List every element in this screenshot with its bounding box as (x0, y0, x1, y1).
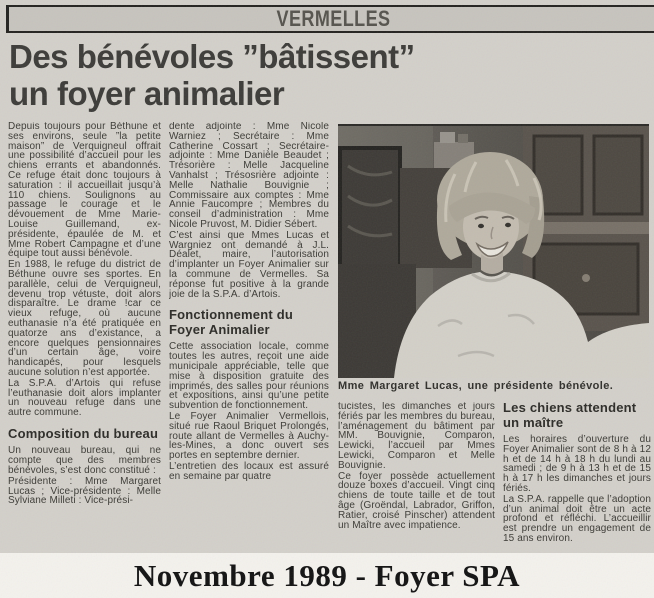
paragraph: Les horaires d’ouverture du Foyer Animalier sont de 8 h à 12 h et de 14 h à 18 h du lundi au samedi ; de 9 h à 13 h et de 15 h à 17 h les dimanches et jours fériés. (503, 434, 651, 494)
paragraph: La S.P.A. rappelle que l’adoption d’un animal doit être un acte profond et réfléchi. L’accueillir est prendre un engagement de 15 ans environ. (503, 493, 651, 544)
paragraph: C’est ainsi que Mmes Lucas et Wargniez ont demandé à J.L. Déalet, maire, l’autorisation d’implanter un Foyer Animalier sur la commune de Vermelles. Sa réponse fut positive à la grande joie de la S.P.A. d’Artois. (169, 229, 329, 300)
paragraph: Depuis toujours pour Béthune et ses environs, seule ”la petite maison” de Verquigneul offrait une possibilité d’accueil pour les chiens errants et abandonnés. Ce refuge était donc toujours à saturation : il accueillait jusqu’à 110 chiens. Soulignons au passage le courage et le dévouement de Mme Marie-Louise Guillemand, ex-présidente, épaulée de M. et Mme Robert Campagne et d’une équipe tout aussi bénévole. (8, 122, 161, 260)
article-column-3 (338, 402, 495, 554)
paragraph: En 1988, le refuge du district de Béthune ouvre ses sportes. En parallèle, celui de Verquigneul, devenu trop vétuste, doit alors disparaître. Le drame !car ce vieux refuge, où aucune euthanasie n’a été pratiquée en quatorze ans d’existance, a encore quelques pensionnaires d’un certain âge, voire handicapés, pour lesquels aucune solution n’est apportée. (8, 259, 161, 378)
date-caption-strip (0, 553, 654, 598)
photo-illustration (338, 126, 649, 378)
paragraph: Présidente : Mme Margaret Lucas ; Vice-présidente : Melle Sylviane Milleti : Vice-prési- (8, 475, 161, 507)
article-headline (9, 38, 649, 112)
article-column-2 (169, 122, 329, 555)
paragraph: L’entretien des locaux est assuré en semaine par quatre (169, 460, 329, 482)
paragraph: La S.P.A. d’Artois qui refuse l’euthanasie doit alors implanter un nouveau refuge dans une autre commune. (8, 377, 161, 419)
headline-line-1: Des bénévoles ”bâtissent” (9, 38, 415, 75)
article-column-4 (503, 400, 651, 555)
paragraph: tucistes, les dimanches et jours fériés par les membres du bureau, l’aménagement du bâtiment par MM. Bouvignie, Comparon, Lewicki, l’accueil par Mmes Lewicki, Comparon et Melle Bouvignie. (338, 402, 495, 471)
subheading-composition-du-bureau: Composition du bureau (8, 425, 159, 441)
headline-line-2: un foyer animalier (9, 75, 285, 112)
photo-margaret-lucas (338, 124, 649, 378)
date-caption: Novembre 1989 - Foyer SPA (133, 557, 521, 593)
paragraph: Un nouveau bureau, qui ne compte que des membres bénévoles, s’est donc constitué : (8, 445, 161, 476)
section-banner-inner (9, 7, 654, 31)
paragraph: Le Foyer Animalier Vermellois, situé rue Raoul Briquet Prolongés, route allant de Vermelles à Auchy-les-Mines, a donc ouvert ses portes en septembre dernier. (169, 410, 329, 462)
section-banner (6, 5, 654, 33)
section-banner-label: VERMELLES (276, 5, 390, 32)
subheading-fonctionnement-du-foyer: Fonctionnement du Foyer Animalier (169, 307, 293, 337)
paragraph: Ce foyer possède actuellement douze boxes d’accueil. Vingt cinq chiens de toute taille et de tout âge (Groëndal, Labrador, Griffon, Ratier, croisé Pinscher) attendent un Maître avec impatience. (338, 470, 495, 531)
paragraph: dente adjointe : Mme Nicole Warniez ; Secrétaire : Mme Catherine Cossart ; Secrétaire-adjointe : Mme Danièle Beaudet ; Trésorière : Melle Jacqueline Vanhalst ; Trésosrière adjointe : Melle Nathalie Bouvignie ; Commissaire aux comptes : Mme Annie Faucompre ; Membres du conseil d’administration : Mme Nicole Pruvost, M. Didier Sébert. (169, 122, 329, 230)
article-column-1 (8, 122, 161, 555)
photo-caption: Mme Margaret Lucas, une présidente bénévole. (338, 380, 614, 392)
paragraph: Cette association locale, comme toutes les autres, reçoit une aide municipale appréciable, telle que mise à disposition gratuite des imprimés, des salles pour réunions et expositions, ainsi qu’une petite subvention de fonctionnement. (169, 341, 329, 412)
subheading-les-chiens-attendent: Les chiens attendent un maître (503, 400, 637, 430)
